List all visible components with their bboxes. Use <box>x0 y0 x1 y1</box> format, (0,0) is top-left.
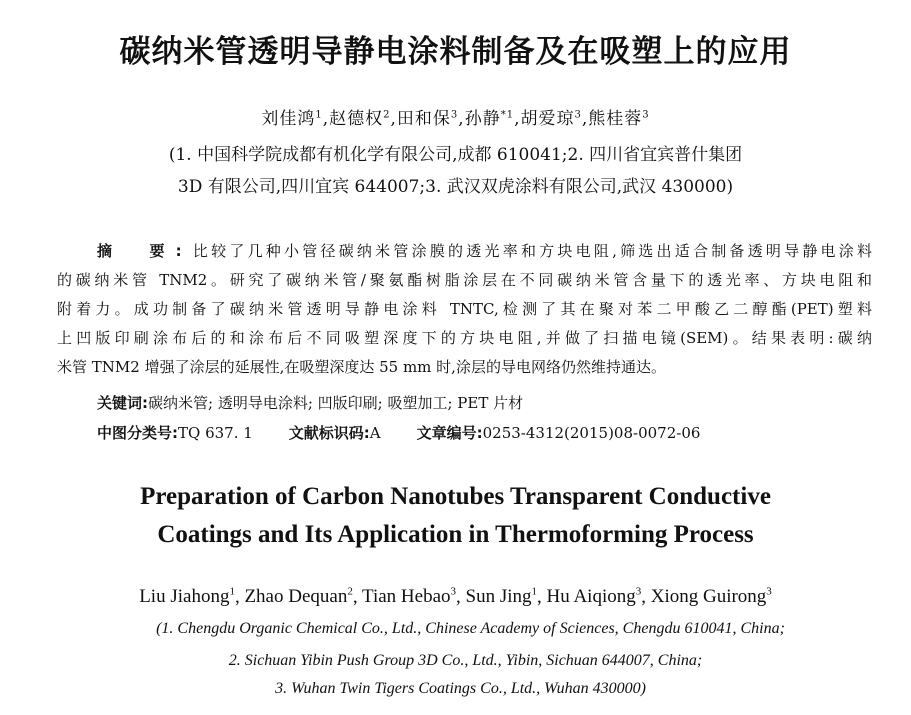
abstract <box>57 237 872 382</box>
author-affiliation-mark: 3 <box>450 586 457 598</box>
authors-chinese: 刘佳鸿$^1$,赵德权$^2$,田和保$^3$,孙静$^{*1}$,胡爱琼$^3$,熊桂蓉$^3$ <box>261 109 650 129</box>
author-name: 田和保 <box>396 109 451 129</box>
author-name: 孙静 <box>464 109 501 129</box>
author-affiliation-mark: 1 <box>229 586 235 598</box>
classification-row <box>97 422 700 443</box>
author-name: Liu Jiahong <box>139 586 230 608</box>
author-affiliation-mark: 2 <box>383 109 391 121</box>
affiliation-english-line: (1. Chengdu Organic Chemical Co., Ltd., Chinese Academy of Sciences, Chengdu 610041, China; <box>156 620 785 637</box>
document-code-value: A <box>369 424 381 442</box>
author-name: 胡爱琼 <box>520 109 575 129</box>
abstract-line: 的碳纳米管 TNM2。研究了碳纳米管/聚氨酯树脂涂层在不同碳纳米管含量下的透光率、方块电阻和 <box>57 271 872 289</box>
abstract-text: 比较了几种小管径碳纳米管涂膜的透光率和方块电阻,筛选出适合制备透明导静电涂料 <box>189 242 873 260</box>
author-affiliation-mark: 2 <box>347 586 353 598</box>
author-en <box>139 586 235 607</box>
keywords-label: 关键词: <box>97 394 148 412</box>
affiliation-english-line: 2. Sichuan Yibin Push Group 3D Co., Ltd., Yibin, Sichuan 644007, China; <box>228 652 703 669</box>
affiliation-english-line: 3. Wuhan Twin Tigers Coatings Co., Ltd., Wuhan 430000) <box>275 680 646 697</box>
abstract-label: 摘 要: <box>97 242 190 260</box>
keywords <box>97 392 523 413</box>
author-affiliation-mark: 3 <box>642 109 650 121</box>
author-name: Zhao Dequan <box>244 586 348 608</box>
clc-label: 中图分类号: <box>97 424 178 442</box>
abstract-line: 上凹版印刷涂布后的和涂布后不同吸塑深度下的方块电阻,并做了扫描电镜(SEM)。结果表明:碳纳 <box>57 329 872 347</box>
title-chinese: 碳纳米管透明导静电涂料制备及在吸塑上的应用 <box>119 34 792 70</box>
abstract-line: 附着力。成功制备了碳纳米管透明导静电涂料 TNTC,检测了其在聚对苯二甲酸乙二醇酯(PET)塑料 <box>57 300 872 318</box>
author-cn <box>261 109 322 129</box>
clc-value: TQ 637. 1 <box>178 424 253 442</box>
title-english <box>0 478 911 554</box>
author-cn <box>329 109 390 129</box>
author-affiliation-mark: 3 <box>450 109 459 121</box>
affiliation-chinese-line: (1. 中国科学院成都有机化学有限公司,成都 610041;2. 四川省宜宾普什集团 <box>168 145 743 165</box>
author-affiliation-mark: 3 <box>574 109 582 121</box>
author-name: Sun Jing <box>465 586 532 608</box>
author-affiliation-mark: 3 <box>766 586 772 598</box>
author-name: Xiong Guirong <box>650 586 767 608</box>
author-affiliation-mark: 1 <box>531 586 538 598</box>
author-affiliation-mark: *1 <box>500 109 515 121</box>
abstract-line <box>57 237 872 266</box>
author-en <box>466 586 538 607</box>
author-affiliation-mark: 3 <box>635 586 642 598</box>
author-en <box>547 586 642 607</box>
title-english-line: Preparation of Carbon Nanotubes Transparent Conductive <box>140 483 771 510</box>
author-cn <box>520 109 581 129</box>
author-cn <box>588 109 649 129</box>
author-en <box>651 586 772 607</box>
abstract-line: 米管 TNM2 增强了涂层的延展性,在吸塑深度达 55 mm 时,涂层的导电网络仍然维持通达。 <box>57 358 666 376</box>
article-number-label: 文章编号: <box>416 424 483 442</box>
document-code-label: 文献标识码: <box>288 424 370 442</box>
author-name: Hu Aiqiong <box>546 586 636 608</box>
title-english-line: Coatings and Its Application in Thermoforming Process <box>157 521 754 548</box>
author-cn <box>397 109 458 129</box>
author-name: 赵德权 <box>329 109 384 129</box>
author-name: Tian Hebao <box>362 586 451 608</box>
author-cn <box>465 109 514 129</box>
affiliation-chinese-line: 3D 有限公司,四川宜宾 644007;3. 武汉双虎涂料有限公司,武汉 430000) <box>177 177 734 197</box>
author-name: 熊桂蓉 <box>588 109 643 129</box>
keywords-value: 碳纳米管; 透明导电涂料; 凹版印刷; 吸塑加工; PET 片材 <box>148 394 524 412</box>
article-number-value: 0253-4312(2015)08-0072-06 <box>482 424 701 442</box>
authors-english: Liu Jiahong$^1$, Zhao Dequan$^2$, Tian Hebao$^3$, Sun Jing$^1$, Hu Aiqiong$^3$, Xiong Guirong$^3$ <box>139 586 772 608</box>
author-en <box>244 586 352 607</box>
author-en <box>362 586 456 607</box>
author-name: 刘佳鸿 <box>261 109 316 129</box>
author-affiliation-mark: 1 <box>315 109 323 121</box>
